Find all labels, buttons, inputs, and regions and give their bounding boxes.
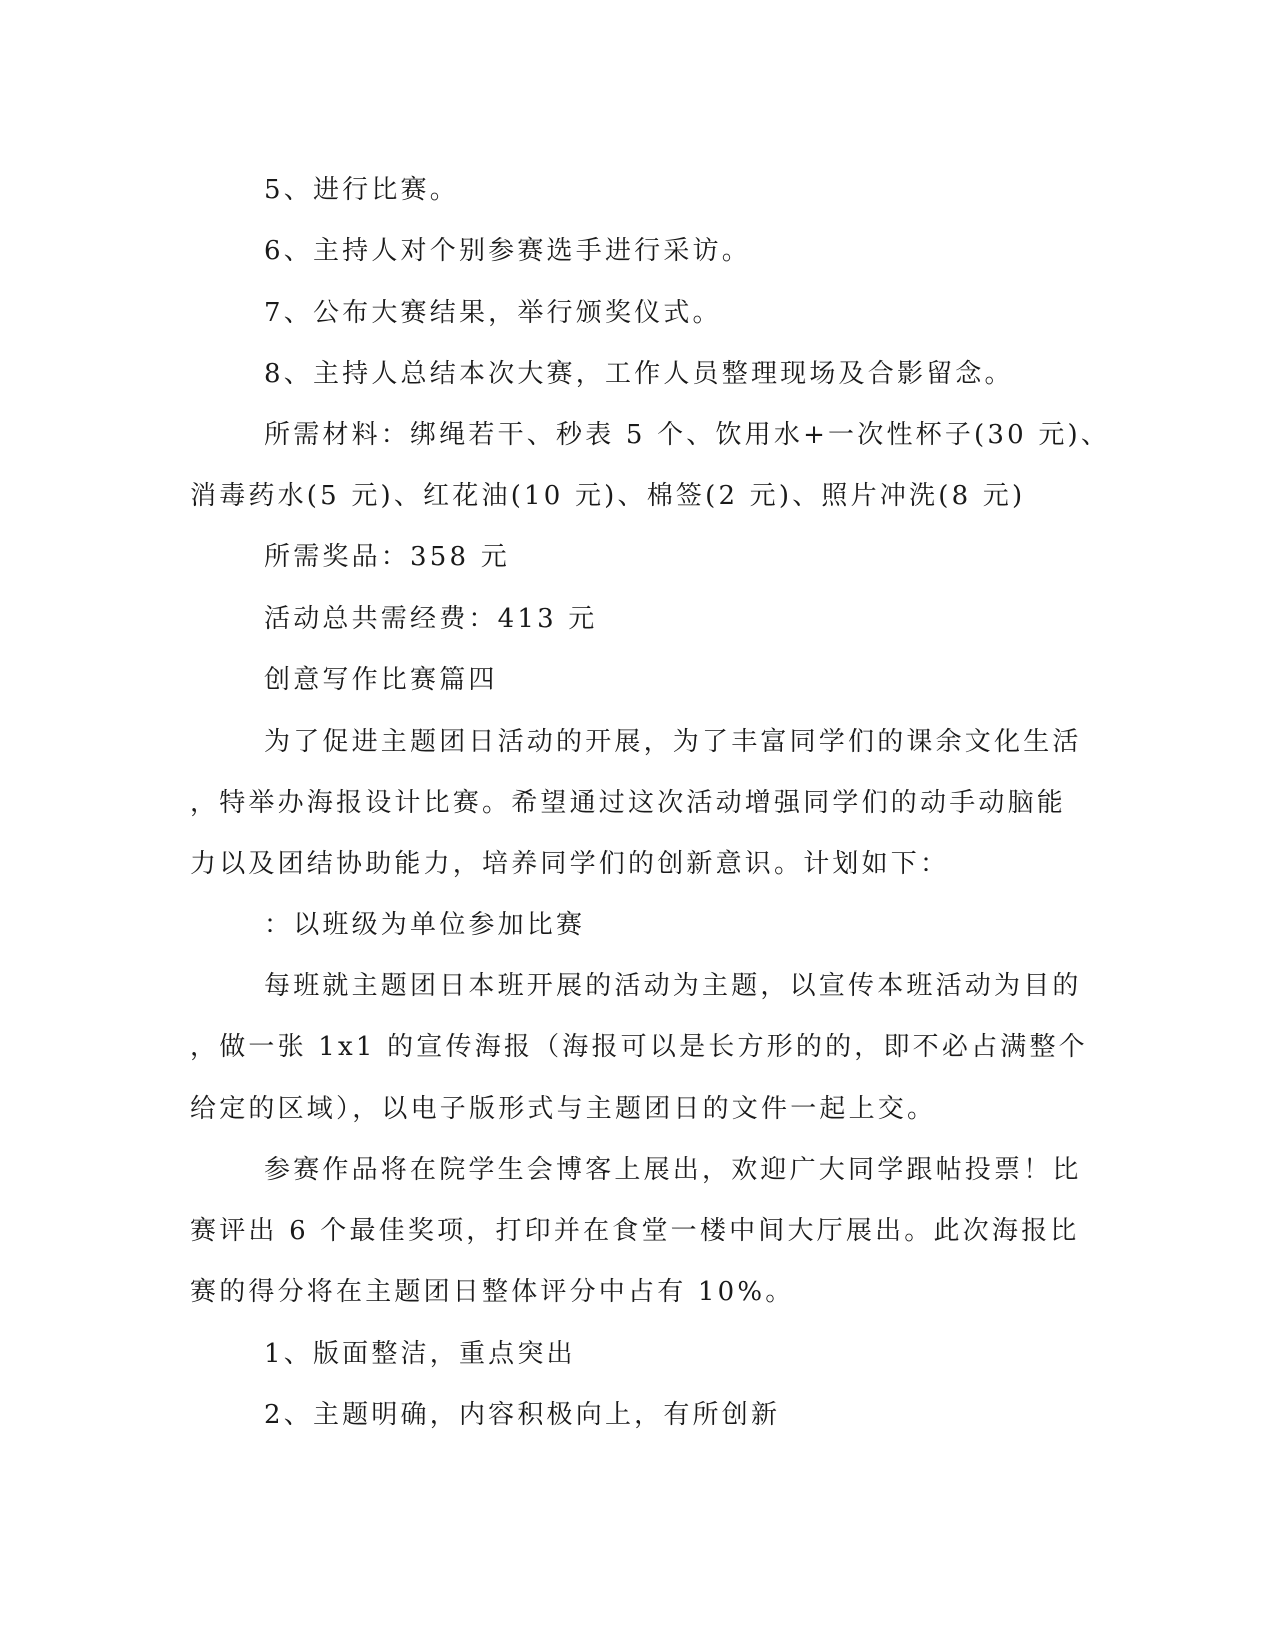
list-item: 2、主题明确，内容积极向上，有所创新: [264, 1400, 781, 1430]
paragraph-line: 参赛作品将在院学生会博客上展出，欢迎广大同学跟帖投票！比: [264, 1155, 1082, 1185]
list-item: 5、进行比赛。: [264, 175, 459, 205]
paragraph-line: 力以及团结协助能力，培养同学们的创新意识。计划如下：: [190, 849, 950, 879]
list-item: 8、主持人总结本次大赛，工作人员整理现场及合影留念。: [264, 359, 1014, 389]
paragraph-line: 给定的区域），以电子版形式与主题团日的文件一起上交。: [190, 1094, 937, 1124]
paragraph-line: 消毒药水(5 元)、红花油(10 元)、棉签(2 元)、照片冲洗(8 元): [190, 481, 1026, 511]
list-item: 7、公布大赛结果，举行颁奖仪式。: [264, 298, 722, 328]
list-item: 1、版面整洁，重点突出: [264, 1339, 576, 1369]
paragraph-line: 赛的得分将在主题团日整体评分中占有 10%。: [190, 1277, 795, 1307]
section-heading: 创意写作比赛篇四: [264, 665, 498, 695]
paragraph-line: ，特举办海报设计比赛。希望通过这次活动增强同学们的动手动脑能: [190, 788, 1067, 818]
paragraph-line: 活动总共需经费：413 元: [264, 604, 598, 634]
paragraph-line: ：以班级为单位参加比赛: [264, 910, 586, 940]
paragraph-line: 所需奖品：358 元: [264, 542, 510, 572]
paragraph-line: 为了促进主题团日活动的开展，为了丰富同学们的课余文化生活: [264, 727, 1082, 757]
paragraph-line: 赛评出 6 个最佳奖项，打印并在食堂一楼中间大厅展出。此次海报比: [190, 1216, 1080, 1246]
list-item: 6、主持人对个别参赛选手进行采访。: [264, 236, 751, 266]
paragraph-line: ，做一张 1x1 的宣传海报（海报可以是长方形的的，即不必占满整个: [190, 1032, 1088, 1062]
paragraph-line: 所需材料：绑绳若干、秒表 5 个、饮用水+一次性杯子(30 元)、: [264, 420, 1111, 450]
paragraph-line: 每班就主题团日本班开展的活动为主题，以宣传本班活动为目的: [264, 971, 1082, 1001]
